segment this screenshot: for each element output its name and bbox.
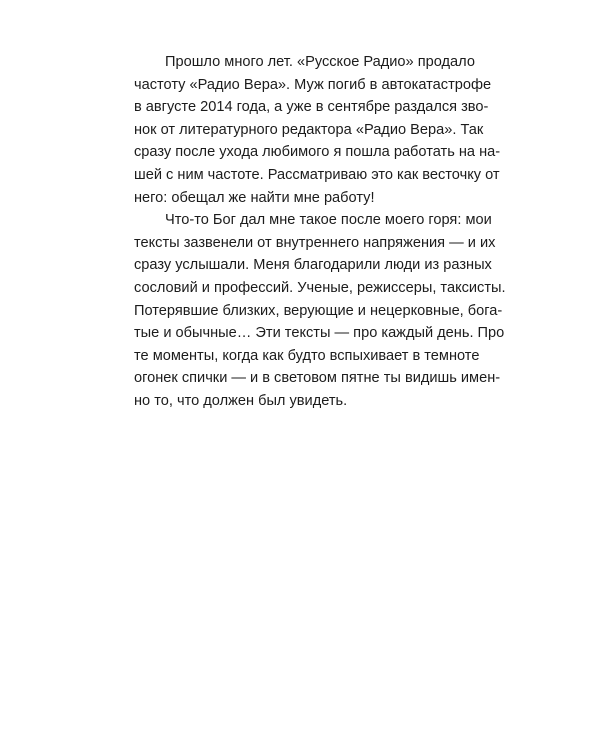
text-line: него: обещал же найти мне работу! [134, 189, 375, 206]
text-line: частоту «Радио Вера». Муж погиб в автокатастрофе [134, 76, 492, 93]
text-line: тексты зазвенели от внутреннего напряжения — и их [134, 234, 496, 251]
text-line: огонек спички — и в световом пятне ты видишь имен- [134, 370, 501, 387]
text-line: шей с ним частоте. Рассматриваю это как весточку от [134, 166, 500, 183]
text-line: Прошло много лет. «Русское Радио» продало [165, 54, 475, 70]
paragraph-1 [134, 51, 501, 209]
text-line: сословий и профессий. Ученые, режиссеры, таксисты. [134, 279, 506, 296]
text-line: сразу услышали. Меня благодарили люди из разных [134, 257, 492, 274]
text-line: но то, что должен был увидеть. [134, 392, 348, 409]
text-line: тые и обычные… Эти тексты — про каждый день. Про [134, 325, 505, 342]
text-line: нок от литературного редактора «Радио Вера». Так [134, 121, 484, 138]
text-line: Что-то Бог дал мне такое после моего горя: мои [165, 212, 492, 229]
text-line: в августе 2014 года, а уже в сентябре раздался зво- [134, 99, 489, 116]
body-text [134, 51, 506, 413]
text-line: сразу после ухода любимого я пошла работать на на- [134, 144, 501, 161]
text-line: те моменты, когда как будто вспыхивает в темноте [134, 347, 480, 364]
text-line: Потерявшие близких, верующие и нецерковные, бога- [134, 302, 503, 319]
paragraph-2 [134, 209, 506, 412]
